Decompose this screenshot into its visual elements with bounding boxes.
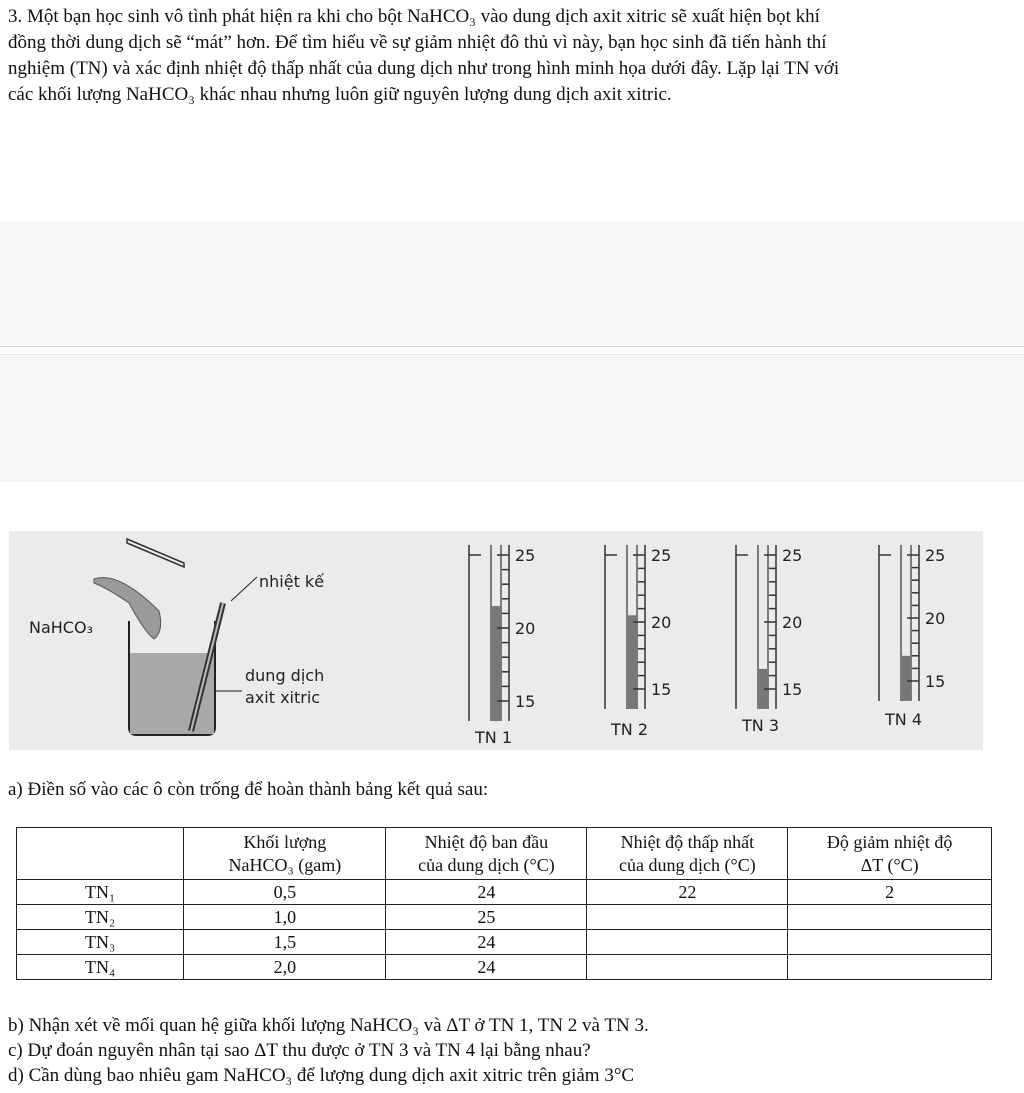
thermometer-1 [469, 545, 535, 747]
thermometer-label: TN 3 [742, 716, 780, 735]
row-label: TN₁ [17, 880, 184, 905]
divider [0, 346, 1024, 355]
results-table [16, 827, 992, 980]
thermometer-3 [736, 545, 802, 735]
question-line: nghiệm (TN) và xác định nhiệt độ thấp nhất của dung dịch như trong hình minh họa dưới đây. Lặp lại TN với [8, 58, 840, 79]
cell-delta[interactable] [788, 905, 992, 930]
blank-band [0, 356, 1024, 482]
cell-lowest[interactable] [587, 930, 788, 955]
thermometer-label: TN 1 [475, 728, 513, 747]
part-d: d) Cần dùng bao nhiêu gam NaHCO₃ để lượng dung dịch axit xitric trên giảm 3°C [8, 1065, 635, 1086]
tick-label: 15 [782, 680, 803, 699]
mercury-column [492, 606, 501, 721]
tick-label: 25 [782, 546, 803, 565]
cell-mass: 1,5 [184, 930, 386, 955]
thermometer-label: TN 2 [611, 720, 649, 739]
table-row [17, 930, 992, 955]
part-c: c) Dự đoán nguyên nhân tại sao ΔT thu được ở TN 3 và TN 4 lại bằng nhau? [8, 1040, 591, 1061]
thermometer-label: TN 4 [885, 710, 923, 729]
table-row [17, 905, 992, 930]
cell-lowest[interactable] [587, 905, 788, 930]
table-row [17, 955, 992, 980]
cell-initial: 24 [386, 955, 587, 980]
tick-label: 25 [651, 546, 672, 565]
thermometer-4 [879, 545, 945, 729]
tick-label: 20 [651, 613, 672, 632]
table-row [17, 880, 992, 905]
label-thermometer: nhiệt kế [259, 572, 325, 591]
tick-label: 25 [925, 546, 946, 565]
tick-label: 20 [925, 609, 946, 628]
spatula-icon [127, 539, 184, 567]
cell-initial: 24 [386, 880, 587, 905]
row-label: TN₄ [17, 955, 184, 980]
header-empty [17, 828, 184, 880]
experiment-figure [9, 531, 983, 750]
question-text [8, 4, 1013, 108]
cell-delta[interactable]: 2 [788, 880, 992, 905]
tick-label: 15 [515, 692, 536, 711]
header-initial-temp: Nhiệt độ ban đầu của dung dịch (°C) [386, 828, 587, 880]
label-solution-line2: axit xitric [245, 688, 321, 707]
tick-label: 25 [515, 546, 536, 565]
tick-label: 20 [515, 619, 536, 638]
mercury-column [628, 615, 637, 709]
mercury-column [902, 656, 911, 701]
cell-mass: 0,5 [184, 880, 386, 905]
tick-label: 15 [925, 672, 946, 691]
label-solution-line1: dung dịch [245, 666, 325, 685]
part-b: b) Nhận xét về mối quan hệ giữa khối lượng NaHCO₃ và ΔT ở TN 1, TN 2 và TN 3. [8, 1015, 649, 1036]
question-line: đồng thời dung dịch sẽ “mát” hơn. Để tìm hiểu về sự giảm nhiệt đô thủ vì này, bạn học sinh đã tiến hành thí [8, 32, 827, 53]
label-nahco3: NaHCO₃ [29, 618, 93, 637]
part-a-instruction: a) Điền số vào các ô còn trống để hoàn thành bảng kết quả sau: [8, 779, 489, 800]
header-lowest-temp: Nhiệt độ thấp nhất của dung dịch (°C) [587, 828, 788, 880]
thermometer-readings [469, 545, 945, 747]
cell-delta[interactable] [788, 955, 992, 980]
thermometer-2 [605, 545, 671, 739]
powder-stream-icon [94, 578, 161, 639]
question-line: các khối lượng NaHCO₃ khác nhau nhưng luôn giữ nguyên lượng dung dịch axit xitric. [8, 84, 672, 105]
cell-mass: 1,0 [184, 905, 386, 930]
cell-mass: 2,0 [184, 955, 386, 980]
row-label: TN₃ [17, 930, 184, 955]
follow-up-questions [8, 1013, 649, 1088]
blank-band [0, 221, 1024, 345]
experiment-illustration [9, 531, 983, 750]
table-header-row [17, 828, 992, 880]
row-label: TN₂ [17, 905, 184, 930]
question-line: 3. Một bạn học sinh vô tình phát hiện ra khi cho bột NaHCO₃ vào dung dịch axit xitric sẽ xuất hiện bọt khí [8, 6, 820, 27]
cell-lowest[interactable] [587, 955, 788, 980]
header-temp-drop: Độ giảm nhiệt độ ΔT (°C) [788, 828, 992, 880]
header-mass: Khối lượng NaHCO₃ (gam) [184, 828, 386, 880]
cell-delta[interactable] [788, 930, 992, 955]
cell-initial: 24 [386, 930, 587, 955]
tick-label: 20 [782, 613, 803, 632]
cell-initial: 25 [386, 905, 587, 930]
tick-label: 15 [651, 680, 672, 699]
cell-lowest[interactable]: 22 [587, 880, 788, 905]
